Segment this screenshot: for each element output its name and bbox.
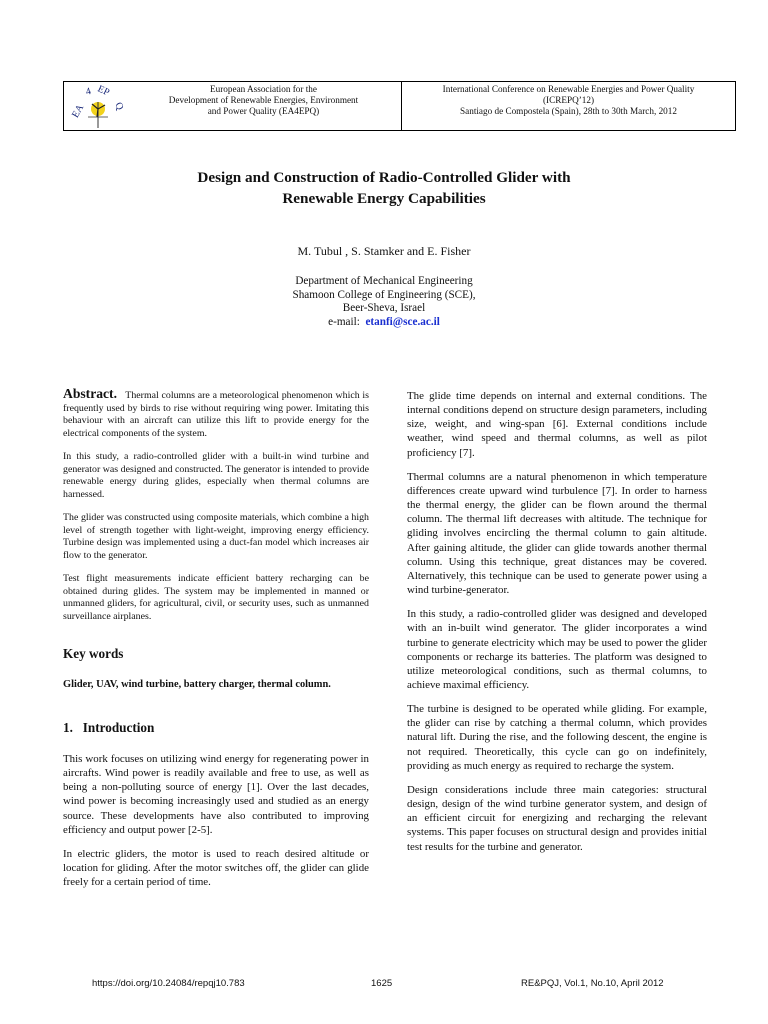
body-paragraph: The turbine is designed to be operated while gliding. For example, the glider can rise by catching a thermal column, which provides natural lift. During the rise, and the following descent, the engine is not required. Theoretically, this cycle can go on indefinitely, providing as much energy as required to recharge the system. <box>407 703 707 772</box>
body-paragraph: The glide time depends on internal and external conditions. The internal conditions depend on structure design parameters, including size, weight, and wing-span [6]. External conditions include weather, wind speed and thermal columns, as well as pilot proficiency [7]. <box>407 390 707 459</box>
right-column <box>407 389 707 864</box>
abstract-paragraph: The glider was constructed using composite materials, which combine a high level of strength together with light-weight, improving energy efficiency. Turbine design was implemented using a duct-fan model which increases air flow to the generator. <box>63 512 369 561</box>
association-cell <box>64 82 402 130</box>
conference-name: International Conference on Renewable Energies and Power Quality (ICREPQ’12) Santiago de Compostela (Spain), 28th to 30th March, 2012 <box>442 84 695 116</box>
svg-text:EA: EA <box>70 102 87 120</box>
body-paragraph: Design considerations include three main categories: structural design, design of the wind turbine generator system, and design of an efficient circuit for energizing and recharging the relevant systems. This paper focuses on structural design and provides initial test results for the turbine and generator. <box>407 783 707 853</box>
email-label: e-mail: <box>328 315 360 328</box>
association-name: European Association for the Development of Renewable Energies, Environment and Power Quality (EA4EPQ) <box>168 84 359 116</box>
conference-header <box>63 81 736 131</box>
paper-title: Design and Construction of Radio-Controlled Glider with Renewable Energy Capabilities <box>197 169 571 207</box>
authors: M. Tubul , S. Stamker and E. Fisher <box>297 244 471 258</box>
abstract-paragraph: In this study, a radio-controlled glider with a built-in wind turbine and generator was designed and constructed. The generator is intended to provide renewable energy during glides, especially when thermal columns are harnessed. <box>63 451 369 500</box>
introduction-paragraph: This work focuses on utilizing wind energy for regenerating power in aircrafts. Wind power is readily available and free to use, as well as being a non-polluting source of energy [1]. Over the last decades, wind power is becoming increasingly used and studied as an energy source. These developments have also contributed to improving efficiency and output power [2-5]. <box>63 753 369 836</box>
journal-citation: RE&PQJ, Vol.1, No.10, April 2012 <box>521 978 664 989</box>
abstract-paragraph: Test flight measurements indicate efficient battery recharging can be obtained during glides. The system may be implemented in manned or unmanned gliders, for agricultural, civil, or security uses, such as unmanned surveillance airplanes. <box>63 573 369 622</box>
email-link[interactable]: etanfi@sce.ac.il <box>365 315 440 328</box>
svg-text:4: 4 <box>84 85 93 98</box>
introduction-heading: 1. Introduction <box>63 720 155 736</box>
keywords-text: Glider, UAV, wind turbine, battery charger, thermal column. <box>63 678 331 690</box>
ea4epq-logo <box>68 82 128 130</box>
abstract-paragraph: Abstract. Thermal columns are a meteorological phenomenon which is frequently used by birds to rise without requiring wing power. Imitating this behaviour with an aircraft can utilize this lift to provide energy for the electrical components of the system. <box>63 386 369 439</box>
body-paragraph: Thermal columns are a natural phenomenon in which temperature differences create upward wind turbulence [7]. In order to harness the thermal energy, the glider can be flown around the thermal column. The thermal lift decreases with altitude. The technique for gliding involves encircling the thermal column to gain altitude. After gaining altitude, the glider can glide towards another thermal column. Using this technique, great distances may be covered. Alternatively, this technique can be used to generate power using a wind turbine-generator. <box>407 470 707 597</box>
conference-cell <box>402 82 735 130</box>
svg-text:EP: EP <box>95 83 112 99</box>
svg-text:Q: Q <box>112 100 126 113</box>
body-paragraph: In this study, a radio-controlled glider was designed and developed with an in-built wind generator. The glider incorporates a wind turbine to generate electricity which may be used to power the glider components or recharge its batteries. The platform was designed to utilize meteorological conditions, such as thermal columns, to achieve maximal efficiency. <box>407 608 707 691</box>
abstract-heading: Abstract. <box>63 386 117 401</box>
left-column <box>63 388 369 899</box>
introduction-paragraph: In electric gliders, the motor is used to reach desired altitude or location for gliding. After the motor switches off, the glider can glide freely for a certain period of time. <box>63 847 369 889</box>
affiliation: Department of Mechanical Engineering Shamoon College of Engineering (SCE), Beer-Sheva, Israel e-mail: etanfi@sce.ac.il <box>292 275 476 328</box>
page-number: 1625 <box>371 978 393 989</box>
keywords-heading: Key words <box>63 646 124 661</box>
doi-link[interactable]: https://doi.org/10.24084/repqj10.783 <box>92 978 245 989</box>
